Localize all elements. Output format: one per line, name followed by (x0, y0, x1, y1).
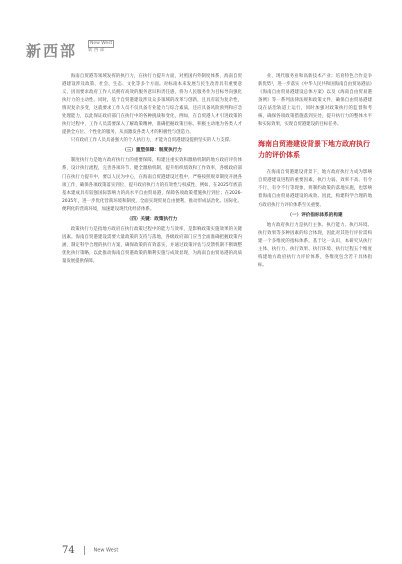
paragraph: 制度执行力是地方政府执行力的重要保障，构建注重实效和激励机制的地方政府评价体系，设计执行流程，完善各项环节、健全激励机制，提升组织绩效和工作效率，各级政府部门在执行力提升中，要以人民为中心，在海南自贸港建设过程中，严格按照规章制度开展各项工作，确保各项政策落实到位，提升政府执行力的有效性与权威性，例如，在2025年底前基本建成具有较强国际影响力的高水平自由贸易港，保障各项政策措施执行到位；在2026-2035年，进一步优化营商环境和制度，全面实现贸易自由便利，推动形成法治化、国际化、便利化的营商环境，加速建设现代化经济体系。 (62, 158, 242, 212)
paragraph: 地方政府执行力是执行主体、执行能力、执行环境、执行效果等多种因素的综合体现，因此对其进行评价需构建一个多维度的指标体系。基于这一认识，本研究从执行主体、执行力、执行效果、执行环境、执行过程五个维度构建地方政府执行力评价体系，各维度包含若干具体指标。 (258, 222, 372, 268)
magazine-logo: 新西部 (26, 42, 78, 60)
paragraph: 政策执行力是指地方政府在执行政策过程中的能力与效率，是影响政策实施效果的关键因素。海南自贸港建设需要大量政策的支持与落地，各级政府部门应当全面准确把握政策内涵，制定科学合理的执行方案，确保政策的有效落实，并通过政策评估与反馈机制不断调整优化执行策略，以此推动海南自贸港政策的顺利实施与成效显现，为海南自由贸易港的高质量发展提供保障。 (62, 226, 242, 264)
page-header (0, 0, 402, 70)
paragraph: 业、现代服务业和高新技术产业；培育特色合作竞争新优势¹，进一步落实《中华人民共和国海南自由贸易港法》《海南自由贸易港建设总体方案》以及《海南自由贸易港条例》等一系列法律法规和政策文件，确保自由贸易港建设在法治轨道上运行，同时加强对政策执行的监督和考核，确保各项政策措施落到实处，提升执行力的整体水平和实际效果，实现自贸港建设的目标任务。 (258, 74, 372, 128)
left-column (62, 73, 242, 529)
subheading: （三）重塑保障：制度执行力 (122, 148, 182, 154)
subheading: （四）关键：政策执行力 (126, 216, 178, 222)
footer-divider (84, 546, 85, 555)
paragraph: 在海南自贸港建设背景下，地方政府执行力成为影响自贸港建设进程的重要因素，执行力弱、效率不高、有令不行、有令不行等现象，将制约政策的落地实施，也影响着海南自由贸易港建设的成效。因此，构建科学合理的地方政府执行力评价体系至关重要。 (258, 170, 372, 208)
right-column (258, 73, 372, 529)
page-footer (62, 540, 118, 554)
page-number: 74 (62, 545, 75, 556)
section-title: 海南自贸港建设背景下地方政府执行力的评价体系 (258, 140, 370, 160)
paragraph: 只有政府工作人员具备强大的个人执行力，才能为自贸港建设提供坚实的人力支撑。 (70, 138, 234, 144)
magazine-logo-en (88, 40, 114, 54)
magazine-name: New West (93, 547, 119, 554)
paragraph: 海南自贸港等领域发挥的执行力，在执行力提升方面，对照国内外制度体系，海南自贸港建设涉及政策、社会、生态、文化等多个方面。对标南本来发展与民生改善具有重要意义，因而要求政府工作人员拥有高效的服务意识和责任感，将为人民服务作为目标导向强化执行力的主动性。同时，基于自贸港建设涉及众多领域的改革与创新，且具有较为复杂性，情况复杂多变，这就要求工作人员不仅具备专业能力与综合素质，还应具备风险预判和应急处理能力，以此保证政府部门在执行中的各种挑战和变化，例如，在自贸港人才引进政策的执行过程中，工作人员需要深入了解政策精神，准确把握政策目标，积极主动地为各类人才提供全方位、个性化的服务，从而激发各类人才的积极性与创造力。 (62, 74, 242, 136)
logo-en-sub: 新 西 部 (88, 48, 105, 53)
logo-en-name: New West (90, 41, 113, 46)
subheading: （一）评价指标体系的构建 (287, 212, 343, 218)
